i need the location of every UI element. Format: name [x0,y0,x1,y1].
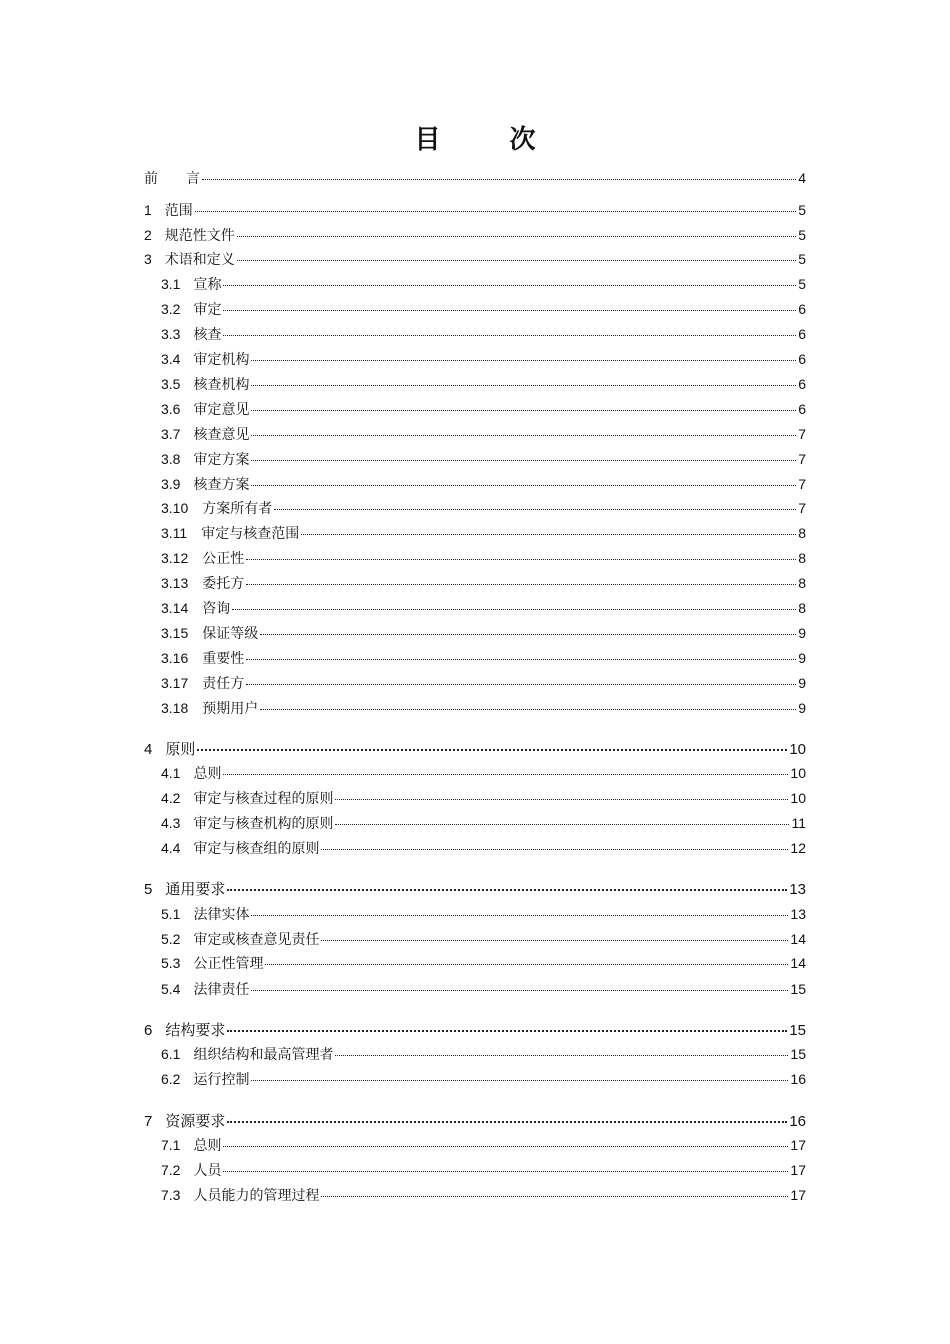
toc-entry-number: 1 [144,202,152,218]
toc-entry-number: 3.12 [161,550,189,566]
toc-entry-number: 7 [144,1113,153,1130]
toc-entry-label: 审定机构 [193,352,250,368]
toc-dot-leader [223,285,796,286]
toc-dot-leader [335,1055,788,1056]
toc-page-number: 11 [791,815,806,831]
toc-entry[interactable] [161,449,806,470]
toc-entry-label: 前 言 [144,171,200,187]
toc-entry-number: 5.4 [161,981,181,997]
toc-dot-leader [335,799,788,800]
toc-entry-label: 责任方 [202,676,245,692]
toc-entry-label: 咨询 [202,601,231,617]
toc-page-number: 10 [790,765,806,781]
toc-dot-leader [246,684,796,685]
toc-entry[interactable] [161,573,806,594]
toc-page-number: 15 [790,981,806,997]
toc-entry-number: 3.9 [161,476,181,492]
toc-entry-label: 审定方案 [193,452,250,468]
toc-entry-number: 4 [144,741,153,758]
toc-page-number: 5 [798,251,806,267]
toc-entry-label: 规范性文件 [164,228,235,244]
toc-entry-number: 6.1 [161,1046,181,1062]
toc-dot-leader [223,774,788,775]
toc-entry[interactable] [161,813,806,834]
toc-page-number: 4 [798,170,806,186]
toc-entry-label: 重要性 [202,651,245,667]
toc-entry-label: 保证等级 [202,626,259,642]
toc-entry[interactable] [161,399,806,420]
toc-entry-label: 审定或核查意见责任 [193,932,320,948]
toc-dot-leader [223,1146,788,1147]
toc-dot-leader [223,335,796,336]
toc-entry-label: 法律实体 [193,907,250,923]
toc-page-number: 17 [790,1137,806,1153]
toc-page-number: 9 [798,650,806,666]
toc-entry[interactable] [161,324,806,345]
toc-entry[interactable] [161,274,806,295]
toc-entry-label: 宣称 [193,277,222,293]
toc-entry-number: 7.1 [161,1137,181,1153]
toc-dot-leader [246,584,796,585]
toc-entry-label: 总则 [193,1138,222,1154]
toc-entry-label: 审定 [193,302,222,318]
toc-entry-label: 审定与核查范围 [201,526,300,542]
toc-entry[interactable] [144,225,806,246]
toc-page-number: 15 [790,1046,806,1062]
toc-entry-label: 审定与核查组的原则 [193,841,320,857]
toc-entry-number: 4.1 [161,765,181,781]
toc-entry-label: 审定与核查机构的原则 [193,816,334,832]
toc-page-number: 12 [790,840,806,856]
toc-page-number: 16 [790,1071,806,1087]
toc-entry[interactable] [144,200,806,221]
toc-entry-number: 3.18 [161,700,189,716]
toc-entry-number: 3.10 [161,500,189,516]
toc-entry[interactable] [161,523,806,544]
toc-dot-leader [237,260,796,261]
toc-entry[interactable] [161,1185,806,1206]
toc-dot-leader [223,310,796,311]
toc-page-number: 9 [798,700,806,716]
toc-page-number: 6 [798,301,806,317]
toc-entry-label: 委托方 [202,576,245,592]
toc-entry-label: 审定与核查过程的原则 [193,791,334,807]
toc-entry[interactable] [144,1020,806,1041]
toc-page-number: 6 [798,326,806,342]
toc-dot-leader [321,849,788,850]
toc-dot-leader [335,824,789,825]
toc-page-number: 9 [798,625,806,641]
toc-entry-label: 组织结构和最高管理者 [193,1047,334,1063]
toc-entry-label: 资源要求 [165,1112,226,1130]
toc-page-number: 10 [789,741,806,758]
toc-entry-label: 方案所有者 [202,501,273,517]
toc-page-number: 16 [789,1113,806,1130]
toc-entry[interactable] [144,249,806,270]
toc-entry[interactable] [161,598,806,619]
toc-page-number: 13 [790,906,806,922]
toc-entry-label: 审定意见 [193,402,250,418]
toc-dot-leader [321,940,788,941]
toc-entry-number: 3.3 [161,326,181,342]
toc-dot-leader [227,1030,787,1032]
toc-entry[interactable] [161,548,806,569]
toc-dot-leader [251,410,796,411]
toc-entry-number: 3.7 [161,426,181,442]
toc-entry[interactable] [161,374,806,395]
toc-page-number: 5 [798,227,806,243]
toc-page-number: 15 [789,1022,806,1039]
toc-entry-number: 4.4 [161,840,181,856]
toc-entry-label: 预期用户 [202,701,259,717]
toc-entry-label: 核查 [193,327,222,343]
toc-entry-label: 核查方案 [193,477,250,493]
toc-dot-leader [251,435,796,436]
toc-entry-number: 5.1 [161,906,181,922]
toc-entry-number: 3.17 [161,675,189,691]
toc-entry-number: 5.3 [161,955,181,971]
toc-dot-leader [251,990,788,991]
toc-entry-number: 5.2 [161,931,181,947]
toc-entry-number: 7.3 [161,1187,181,1203]
toc-entry-number: 4.3 [161,815,181,831]
toc-entry[interactable] [161,648,806,669]
page-title: 目 次 [414,125,566,155]
toc-entry[interactable] [161,1160,806,1181]
toc-page-number: 7 [798,426,806,442]
toc-entry-label: 结构要求 [165,1021,226,1039]
toc-entry[interactable] [161,904,806,925]
toc-dot-leader [321,1196,788,1197]
toc-page-number: 7 [798,500,806,516]
toc-page-number: 13 [789,881,806,898]
toc-page-number: 8 [798,550,806,566]
toc-entry[interactable] [161,698,806,719]
toc-page-number: 7 [798,451,806,467]
toc-entry-label: 运行控制 [193,1072,250,1088]
toc-entry-label: 术语和定义 [164,252,235,268]
toc-page-number: 14 [790,955,806,971]
toc-dot-leader [246,659,796,660]
toc-dot-leader [251,460,796,461]
toc-entry-label: 总则 [193,766,222,782]
toc-page-number: 8 [798,600,806,616]
toc-dot-leader [301,534,796,535]
toc-entry[interactable] [161,623,806,644]
toc-entry[interactable] [161,474,806,495]
toc-dot-leader [251,915,788,916]
toc-entry-number: 3 [144,251,152,267]
toc-entry-number: 6 [144,1022,153,1039]
toc-dot-leader [232,609,796,610]
toc-entry[interactable] [161,349,806,370]
toc-entry-label: 范围 [164,203,193,219]
toc-dot-leader [251,360,796,361]
toc-entry-label: 原则 [165,740,196,758]
toc-dot-leader [202,179,796,180]
toc-entry-label: 人员 [193,1163,222,1179]
toc-entry-number: 5 [144,881,153,898]
toc-page-number: 8 [798,575,806,591]
toc-page-number: 10 [790,790,806,806]
toc-entry-label: 核查机构 [193,377,250,393]
toc-entry-number: 6.2 [161,1071,181,1087]
toc-page-number: 5 [798,276,806,292]
toc-dot-leader [197,749,787,751]
toc-entry-number: 3.1 [161,276,181,292]
toc-entry[interactable] [144,879,806,900]
toc-dot-leader [274,509,796,510]
toc-entry-number: 3.11 [161,525,188,541]
toc-dot-leader [195,211,796,212]
toc-entry-number: 3.6 [161,401,181,417]
toc-entry-number: 3.14 [161,600,189,616]
toc-entry-number: 7.2 [161,1162,181,1178]
toc-entry[interactable] [144,168,806,189]
toc-entry[interactable] [161,299,806,320]
toc-entry-number: 3.13 [161,575,189,591]
toc-page-number: 9 [798,675,806,691]
toc-entry-label: 法律责任 [193,982,250,998]
toc-page-number: 8 [798,525,806,541]
toc-entry-number: 2 [144,227,152,243]
toc-entry-label: 核查意见 [193,427,250,443]
toc-entry-number: 3.8 [161,451,181,467]
toc-page-number: 17 [790,1162,806,1178]
toc-dot-leader [265,964,788,965]
toc-dot-leader [251,485,796,486]
toc-entry[interactable] [161,838,806,859]
toc-page-number: 17 [790,1187,806,1203]
toc-page-number: 6 [798,376,806,392]
toc-entry[interactable] [161,1044,806,1065]
toc-entry[interactable] [161,498,806,519]
toc-dot-leader [251,385,796,386]
toc-entry-label: 通用要求 [165,880,226,898]
toc-page-number: 6 [798,401,806,417]
toc-entry[interactable] [161,788,806,809]
toc-page-number: 5 [798,202,806,218]
toc-entry[interactable] [161,763,806,784]
toc-page-number: 14 [790,931,806,947]
toc-entry-label: 公正性管理 [193,956,264,972]
toc-page-number: 6 [798,351,806,367]
toc-page-number: 7 [798,476,806,492]
toc-entry-label: 公正性 [202,551,245,567]
toc-dot-leader [223,1171,788,1172]
toc-entry-number: 3.15 [161,625,189,641]
toc-entry[interactable] [144,739,806,760]
toc-entry-number: 3.2 [161,301,181,317]
toc-entry[interactable] [161,673,806,694]
toc-entry-number: 3.4 [161,351,181,367]
toc-entry-number: 3.5 [161,376,181,392]
toc-entry[interactable] [161,953,806,974]
toc-dot-leader [227,889,787,891]
toc-dot-leader [246,559,796,560]
toc-dot-leader [227,1121,787,1123]
toc-entry-label: 人员能力的管理过程 [193,1188,320,1204]
toc-entry[interactable] [161,1069,806,1090]
toc-entry[interactable] [161,979,806,1000]
toc-dot-leader [251,1080,788,1081]
toc-dot-leader [237,236,796,237]
toc-entry[interactable] [144,1111,806,1132]
toc-entry[interactable] [161,929,806,950]
toc-entry-number: 4.2 [161,790,181,806]
toc-entry[interactable] [161,424,806,445]
toc-dot-leader [260,709,796,710]
toc-entry-number: 3.16 [161,650,189,666]
toc-entry[interactable] [161,1135,806,1156]
toc-dot-leader [260,634,796,635]
